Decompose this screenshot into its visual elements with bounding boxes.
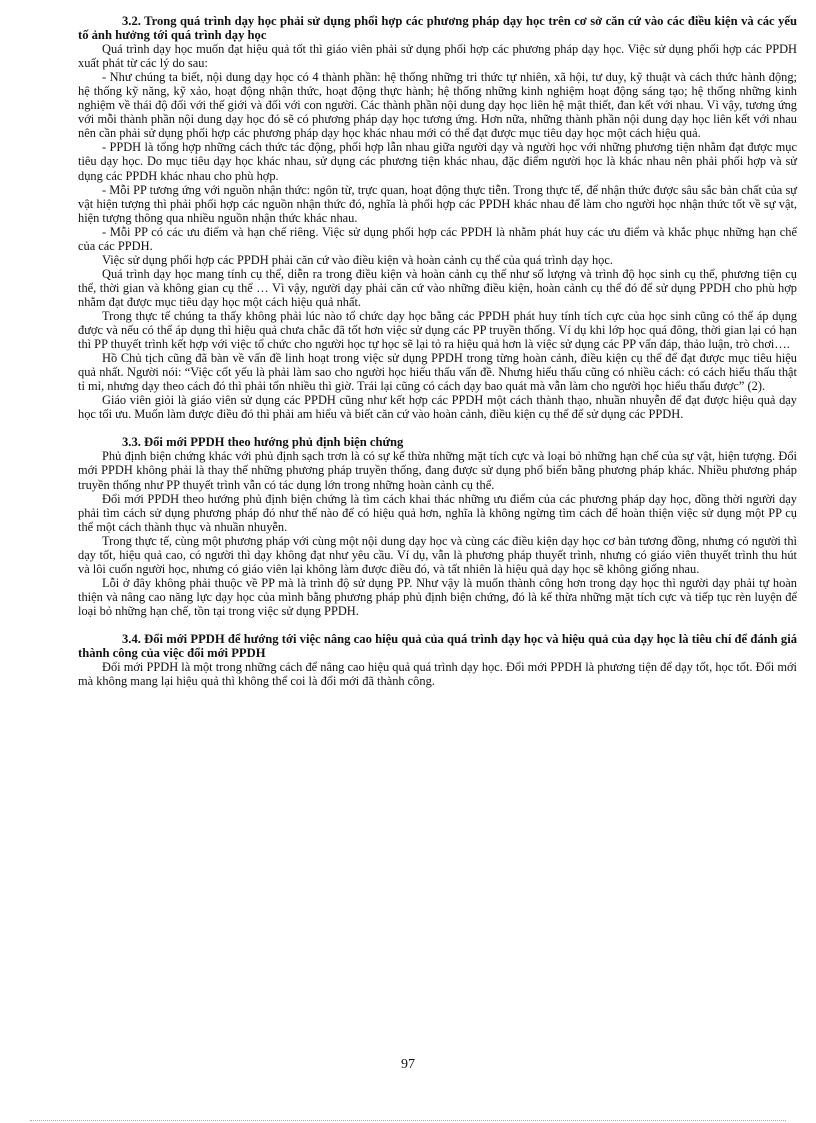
section-3-2-heading: 3.2. Trong quá trình dạy học phải sử dụng phối hợp các phương pháp dạy học trên cơ sở căn cứ vào các điều kiện và các yếu tố ảnh hưởng tới quá trình dạy học	[78, 14, 797, 43]
paragraph: - PPDH là tổng hợp những cách thức tác động, phối hợp lẫn nhau giữa người dạy và người học với những phương tiện nhằm đạt được mục tiêu dạy học. Do mục tiêu dạy học khác nhau, sử dụng các phương tiện khác nhau, đặc điểm người học là khác nhau nên phải phối hợp và sử dụng các PPDH khác nhau cho phù hợp.	[78, 140, 797, 183]
paragraph: Hồ Chủ tịch cũng đã bàn về vấn đề linh hoạt trong việc sử dụng PPDH trong từng hoàn cảnh, điều kiện cụ thể để đạt được mục tiêu hiệu quả nhất. Người nói: “Việc cốt yếu là phải làm sao cho người học hiểu thấu vấn đề. Nhưng hiểu thấu cũng có nhiều cách: có cách hiểu thấu thật tỉ mỉ, nhưng dạy theo cách đó thì phải tốn nhiều thì giờ. Trái lại cũng có cách dạy bao quát mà vẫn làm cho người học hiểu thấu được” (2).	[78, 351, 797, 394]
paragraph: Quá trình dạy học muốn đạt hiệu quả tốt thì giáo viên phải sử dụng phối hợp các phương pháp dạy học. Việc sử dụng phối hợp các PPDH xuất phát từ các lý do sau:	[78, 42, 797, 71]
paragraph: Giáo viên giỏi là giáo viên sử dụng các PPDH cũng như kết hợp các PPDH một cách thành thạo, nhuần nhuyễn để đạt được hiệu quả dạy học tối ưu. Muốn làm được điều đó thì phải am hiểu và biết căn cứ vào hoàn cảnh, điều kiện cụ thể để sử dụng các PPDH.	[78, 393, 797, 422]
section-3-4-heading: 3.4. Đổi mới PPDH để hướng tới việc nâng cao hiệu quả của quá trình dạy học và hiệu quả của dạy học là tiêu chí để đánh giá thành công của việc đổi mới PPDH	[78, 631, 797, 661]
paragraph: Đổi mới PPDH là một trong những cách để nâng cao hiệu quả quá trình dạy học. Đổi mới PPDH là phương tiện để dạy tốt, học tốt. Đổi mới mà không mang lại hiệu quả thì không thể coi là đổi mới đã thành công.	[78, 660, 797, 689]
page-bottom-border	[30, 1120, 786, 1121]
paragraph: Phủ định biện chứng khác với phủ định sạch trơn là có sự kế thừa những mặt tích cực và loại bỏ những hạn chế của sự vật, hiện tượng. Đổi mới PPDH không phải là thay thế những phương pháp truyền thống, đang được sử dụng phổ biến bằng phương pháp khác. Nhiều phương pháp truyền thống như PP thuyết trình vẫn có tác dụng lớn trong những hoàn cảnh cụ thể.	[78, 449, 797, 492]
paragraph: Quá trình dạy học mang tính cụ thể, diễn ra trong điều kiện và hoàn cảnh cụ thể như số lượng và trình độ học sinh cụ thể, phương tiện cụ thể, thời gian và không gian cụ thể … Vì vậy, người dạy phải căn cứ vào những điều kiện, hoàn cảnh cụ thể đó để sử dụng PPDH cho phù hợp nhằm đạt được mục tiêu dạy học một cách hiệu quả nhất.	[78, 266, 797, 309]
section-3-3-heading: 3.3. Đổi mới PPDH theo hướng phủ định biện chứng	[122, 435, 404, 450]
page-number: 97	[401, 1057, 415, 1072]
section-spacer	[78, 421, 797, 435]
paragraph: Đổi mới PPDH theo hướng phủ định biện chứng là tìm cách khai thác những ưu điểm của các phương pháp dạy học, đồng thời người dạy phải tìm cách sử dụng phương pháp đó như thế nào để có hiệu quả hơn, nghĩa là không ngừng tìm cách để hoàn thiện việc sử dụng một PP cụ thể một cách thành thục và nhuần nhuyễn.	[78, 491, 797, 534]
paragraph: Lỗi ở đây không phải thuộc về PP mà là trình độ sử dụng PP. Như vậy là muốn thành công hơn trong dạy học thì người dạy phải tự hoàn thiện và nâng cao năng lực dạy học của mình bằng phương pháp phủ định biện chứng, đó là kế thừa những mặt tích cực và tiếp tục rèn luyện để loại bỏ những hạn chế, tồn tại trong việc sử dụng PPDH.	[78, 575, 797, 618]
paragraph: Trong thực tế, cùng một phương pháp với cùng một nội dung dạy học và cùng các điều kiện dạy học cơ bản tương đồng, nhưng có người thì dạy tốt, hiệu quả cao, có người thì dạy không đạt như yêu cầu. Ví dụ, vẫn là phương pháp thuyết trình, nhưng có giáo viên thuyết trình thu hút và lôi cuốn người học, nhưng có giáo viên lại không làm được điều đó, và tất nhiên là hiệu quả dạy học sẽ không giống nhau.	[78, 533, 797, 576]
paragraph: - Như chúng ta biết, nội dung dạy học có 4 thành phần: hệ thống những tri thức tự nhiên, xã hội, tư duy, kỹ thuật và cách thức hành động; hệ thống kỹ năng, kỹ xảo, hoạt động nhận thức, hoạt động thực hành; hệ thống những kinh nghiệm hoạt động sáng tạo; hệ thống những kinh nghiệm về thái độ đối với thế giới và đối với con người. Các thành phần nội dung dạy học liên hệ mật thiết, đan kết với nhau. Vì vậy, tương ứng với mỗi thành phần nội dung dạy học đó sẽ có phương pháp dạy học tương ứng. Hơn nữa, những thành phần nội dung dạy học liên kết với nhau nên cần phải sử dụng phối hợp các phương pháp dạy học khác nhau mới có thể đạt được mục tiêu dạy học một cách hiệu quả.	[78, 70, 797, 141]
paragraph: - Mỗi PP tương ứng với nguồn nhận thức: ngôn từ, trực quan, hoạt động thực tiễn. Trong thực tế, để nhận thức được sâu sắc bản chất của sự vật hiện tượng thì phải phối hợp các nguồn nhận thức đó, nghĩa là phối hợp các PPDH khác nhau để làm cho người học nhận thức tốt về sự vật, hiện tượng thông qua nhiều nguồn nhận thức khác nhau.	[78, 182, 797, 225]
section-spacer	[78, 618, 797, 632]
paragraph: Trong thực tế chúng ta thấy không phải lúc nào tổ chức dạy học bằng các PPDH phát huy tính tích cực của học sinh cũng có thể áp dụng được và nếu có thể áp dụng thì hiệu quả chưa chắc đã tốt hơn việc sử dụng các PP truyền thống. Ví dụ khi lớp học quá đông, thời gian lại có hạn thì PP thuyết trình kết hợp với việc tổ chức cho người học tự học sẽ lại tỏ ra hiệu quả hơn là việc sử dụng các PP vấn đáp, thảo luận, trò chơi….	[78, 308, 797, 352]
paragraph: Việc sử dụng phối hợp các PPDH phải căn cứ vào điều kiện và hoàn cảnh cụ thể của quá trình dạy học.	[102, 252, 613, 267]
document-page	[78, 14, 797, 688]
paragraph: - Mỗi PP có các ưu điểm và hạn chế riêng. Việc sử dụng phối hợp các PPDH là nhằm phát huy các ưu điểm và khắc phục những hạn chế của các PPDH.	[78, 224, 797, 253]
